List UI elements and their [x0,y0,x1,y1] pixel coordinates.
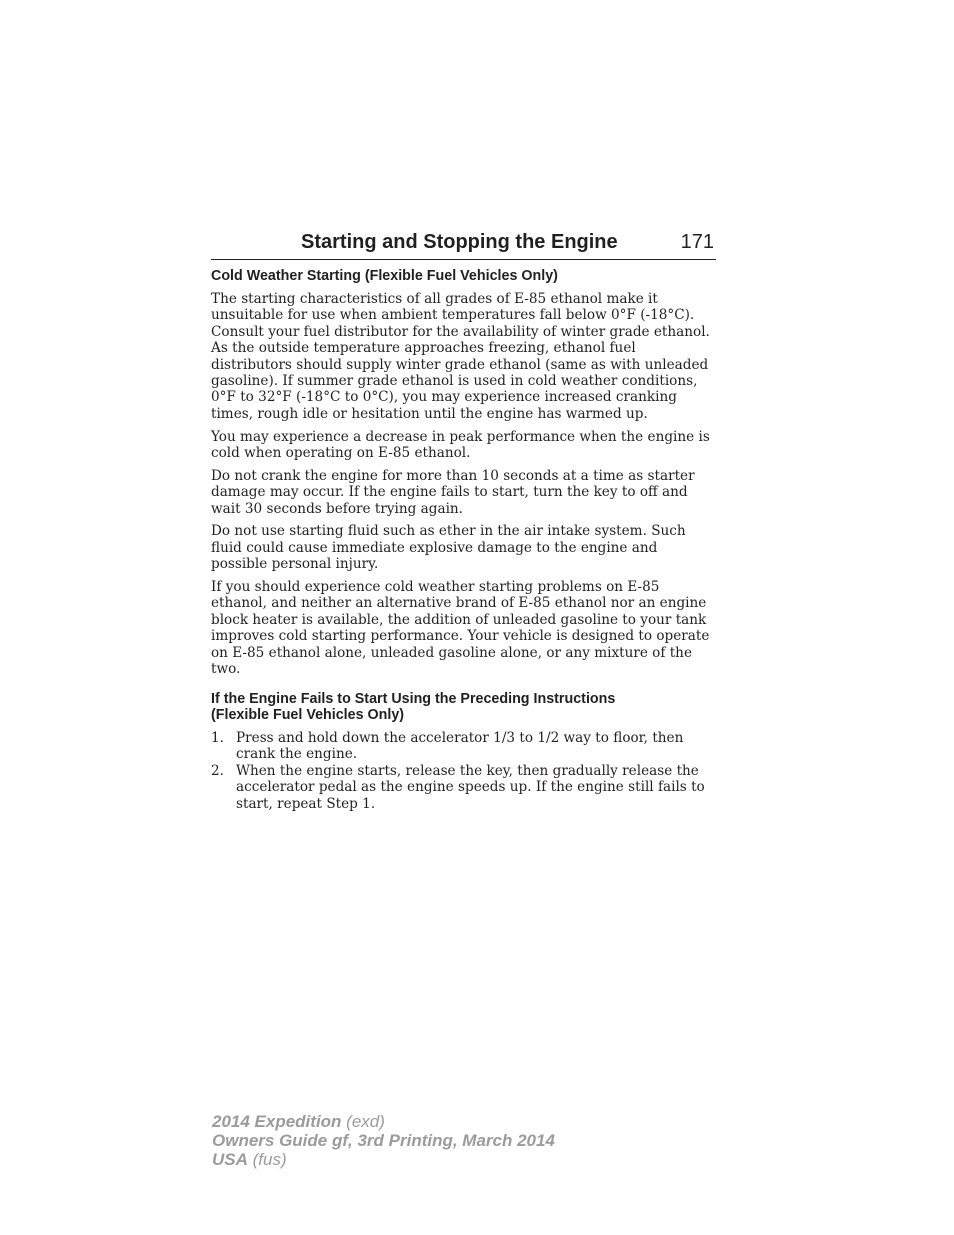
step-text: When the engine starts, release the key, then gradually release the accelerator pedal as the engine speeds up. If the engine still fails to start, repeat Step 1. [236,762,705,812]
step-text: Press and hold down the accelerator 1/3 to 1/2 way to floor, then crank the engine. [236,729,684,762]
footer-guide: Owners Guide gf, 3rd Printing, March 2014 [212,1131,555,1150]
page-number: 171 [680,231,714,253]
paragraph: If you should experience cold weather starting problems on E-85 ethanol, and neither an alternative brand of E-85 ethanol nor an engine block heater is available, the addition of unleaded gasoline to your tank improves cold starting performance. Your vehicle is designed to operate on E-85 ethanol alone, unleaded gasoline alone, or any mixture of the two. [211,579,710,678]
footer-line [212,1131,555,1150]
heading-line: If the Engine Fails to Start Using the Preceding Instructions [211,690,616,707]
footer-market: USA [212,1150,248,1169]
step-number: 2. [211,762,224,779]
section-heading-engine-fails [211,691,717,723]
list-item [211,763,717,812]
page-content [211,268,717,813]
chapter-title: Starting and Stopping the Engine [301,231,618,253]
section-heading-cold-weather: Cold Weather Starting (Flexible Fuel Vehicles Only) [211,268,558,284]
footer-model: 2014 Expedition [212,1112,342,1131]
footer-code: (fus) [252,1150,287,1169]
heading-line: (Flexible Fuel Vehicles Only) [211,706,405,723]
paragraph: Do not use starting fluid such as ether in the air intake system. Such fluid could cause immediate explosive damage to the engine and possible personal injury. [211,523,686,573]
list-item [211,730,717,763]
page-header [211,229,716,260]
steps-list [211,730,717,813]
footer-code: (exd) [346,1112,385,1131]
paragraph: You may experience a decrease in peak performance when the engine is cold when operating on E-85 ethanol. [211,428,710,462]
footer-line [212,1112,555,1131]
paragraph: The starting characteristics of all grades of E-85 ethanol make it unsuitable for use when ambient temperatures fall below 0°F (-18°C). Consult your fuel distributor for the availability of winter grade ethanol. As the outside temperature approaches freezing, ethanol fuel distributors should supply winter grade ethanol (same as with unleaded gasoline). If summer grade ethanol is used in cold weather conditions, 0°F to 32°F (-18°C to 0°C), you may experience increased cranking times, rough idle or hesitation until the engine has warmed up. [211,291,710,422]
paragraph: Do not crank the engine for more than 10 seconds at a time as starter damage may occur. If the engine fails to start, turn the key to off and wait 30 seconds before trying again. [211,467,695,517]
footer-line [212,1150,555,1169]
step-number: 1. [211,729,224,746]
page-footer [212,1112,555,1169]
